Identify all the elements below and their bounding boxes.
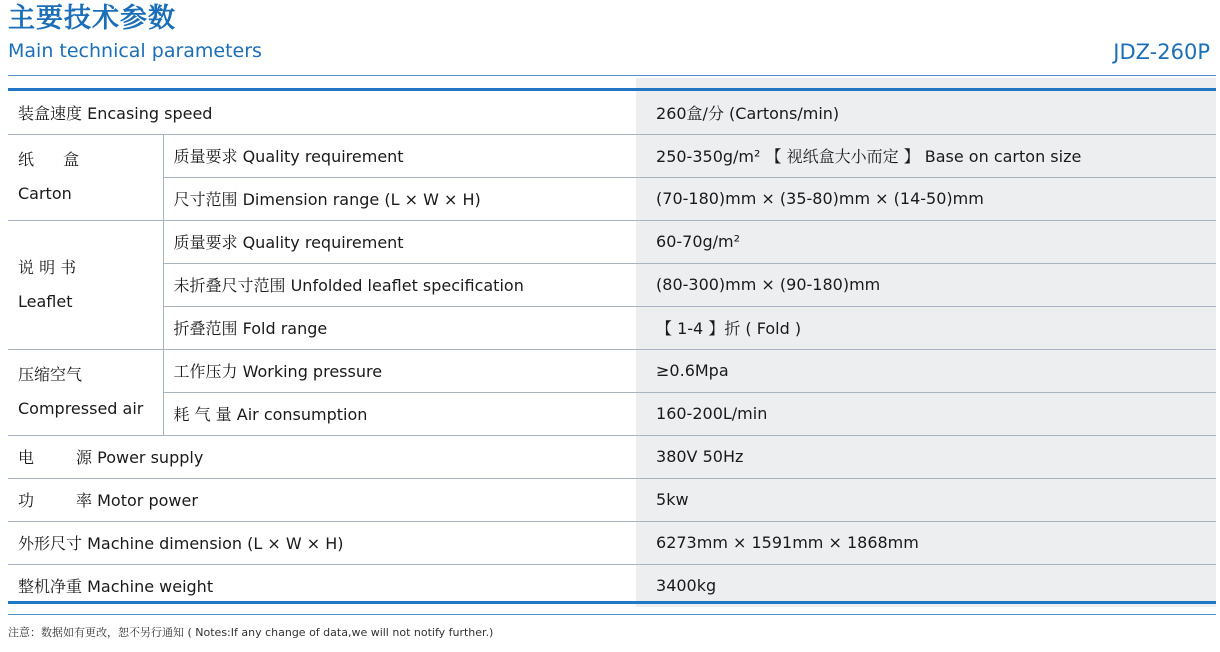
spec-table — [8, 91, 1216, 607]
spec-label: 外形尺寸 Machine dimension (L × W × H) — [18, 534, 344, 553]
spec-value: 260盒/分 (Cartons/min) — [636, 91, 1216, 134]
spec-label: 未折叠尺寸范围 Unfolded leaflet specification — [163, 263, 636, 306]
spec-label: 装盒速度 Encasing speed — [18, 103, 213, 123]
label-en: Power supply — [97, 448, 204, 467]
spec-value: ≥0.6Mpa — [636, 349, 1216, 392]
table-row — [8, 306, 1216, 349]
label-cn: 源 — [76, 448, 93, 467]
table-row — [8, 392, 1216, 435]
label-cn: 率 — [76, 491, 93, 510]
footer-divider — [8, 614, 1216, 615]
page-title-en: Main technical parameters — [8, 40, 262, 62]
footer-note: 注意：数据如有更改，恕不另行通知 ( Notes:If any change of data,we will not notify further.) — [8, 626, 494, 639]
label-en: Motor power — [97, 491, 198, 510]
spec-value: (80-300)mm × (90-180)mm — [636, 263, 1216, 306]
model-number: JDZ-260P — [1113, 40, 1210, 64]
spec-label: 尺寸范围 Dimension range (L × W × H) — [163, 177, 636, 220]
group-carton — [8, 134, 163, 220]
table-row — [8, 263, 1216, 306]
group-label-en: Leaflet — [18, 291, 73, 311]
spec-value: 380V 50Hz — [636, 435, 1216, 478]
group-label-en: Compressed air — [18, 399, 144, 418]
spec-value: 250-350g/m² 【 视纸盒大小而定 】 Base on carton size — [636, 134, 1216, 177]
table-bottom-rule — [8, 601, 1216, 604]
spec-value: 5kw — [636, 478, 1216, 521]
table-row — [8, 521, 1216, 564]
spec-value: 6273mm × 1591mm × 1868mm — [636, 521, 1216, 564]
spec-value: 【 1-4 】折 ( Fold ) — [636, 306, 1216, 349]
spec-label: 整机净重 Machine weight — [18, 577, 214, 597]
table-row — [8, 478, 1216, 521]
spec-value: (70-180)mm × (35-80)mm × (14-50)mm — [636, 177, 1216, 220]
spec-label: 工作压力 Working pressure — [163, 349, 636, 392]
value-column-band — [636, 78, 1216, 88]
table-row — [8, 134, 1216, 177]
page-title-cn: 主要技术参数 — [8, 3, 176, 34]
table-row — [8, 177, 1216, 220]
table-row — [8, 349, 1216, 392]
group-label-cn: 说 明 书 — [18, 257, 77, 277]
group-leaflet — [8, 220, 163, 349]
spec-label: 质量要求 Quality requirement — [163, 134, 636, 177]
spec-value: 60-70g/m² — [636, 220, 1216, 263]
spec-label: 质量要求 Quality requirement — [163, 220, 636, 263]
spec-label: 耗 气 量 Air consumption — [163, 392, 636, 435]
group-compressed-air — [8, 349, 163, 435]
table-row — [8, 435, 1216, 478]
table-row — [8, 220, 1216, 263]
spec-value: 160-200L/min — [636, 392, 1216, 435]
spec-label — [8, 435, 636, 478]
table-row — [8, 91, 1216, 134]
spec-label: 折叠范围 Fold range — [163, 306, 636, 349]
spec-value: 3400kg — [636, 564, 1216, 607]
label-cn: 功 — [18, 491, 35, 510]
header-divider — [8, 75, 1216, 76]
spec-label — [8, 478, 636, 521]
group-label-cn: 压缩空气 — [18, 365, 83, 384]
group-label-en: Carton — [18, 184, 72, 203]
group-label-cn: 纸 盒 — [18, 150, 92, 169]
label-cn: 电 — [18, 448, 35, 467]
